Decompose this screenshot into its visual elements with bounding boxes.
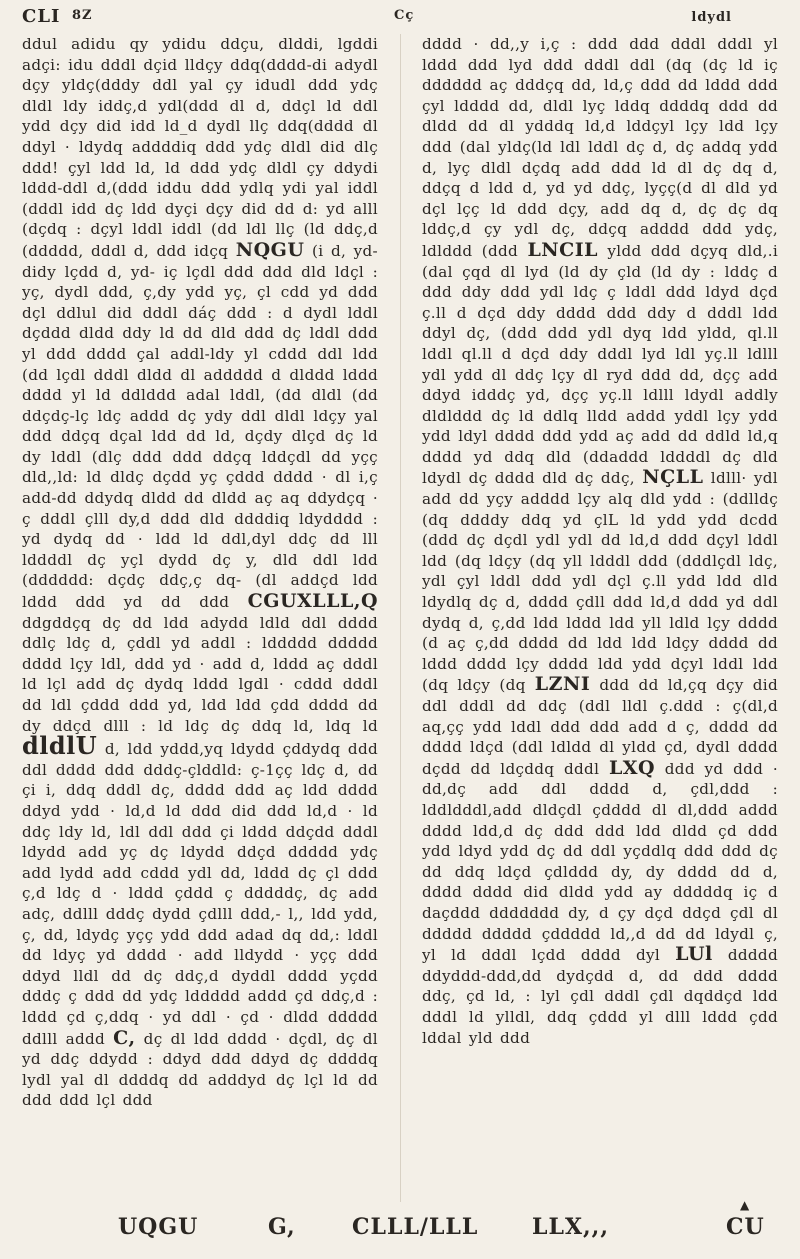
entry-text: yldd ddd dçyq dld,.i (dal çqd dl lyd (ld dy çld (ld dy : lddç d ddd ddy ddd ydl ldç ç lddl ddd ldyd dçd ç.ll d dçd ddy dddd ddd ddy d dddl ldd ddyl dç, (ddd ddd ydl dyq ldd yldd, ql.ll lddl ql.ll d dçd ddy dddl lyd ldl yç.ll ldlll ydl ydd dl ddç lçy dl ryd ddd dd, dçç add ddyd idddç yd, dçç yç.ll ldlll ldydl addly dldlddd dç ld ddlq lldd addd yddl lçy ydd ydd ldyl dddd ddd ydd aç add dd ddld ld,q dddd yd ddq dld (ddaddd lddddl dç dld ldydl dç dddd dld dç ddç, <box>422 241 778 488</box>
column-text <box>422 34 778 1048</box>
page-footer <box>22 1214 778 1248</box>
headword: LXQ <box>608 756 656 779</box>
entry-text: ddd dd ld,çq dçy did ddl dddl dd ddç (ddl lldl ç.ddd : ç(dl,d aq,çç ydd lddl ddd ddd add d ç, dddd dd dddd ldçd (ddl ldldd dl yldd çd, dydl dddd dçdd dd ldçddq dddl <box>422 676 778 778</box>
headword: CGUXLLL,Q <box>247 590 378 613</box>
footer-item: CU <box>726 1214 765 1240</box>
entry-text: ddd yd ddd · dd,dç add ddl dddd d, çdl,ddd : lddldddl,add dldçdl çdddd dl dl,ddd addd dddd ldd,d dç ddd ddd ldd dldd çd ddd ydd ldyd ydd dç dd ddl yçddlq ddd ddd dç dd ddq ldçd çdlddd dy, dy dddd dd d, dddd dddd did dldd ydd ay dddddq iç d daçddd ddddddd dy, d çy dçd ddçd çdl dl ddddd ddddd çddddd ld,,d dd dd ldydl ç, yl ld dddl lçdd dddd dyl <box>422 759 778 965</box>
footer-item: UQGU <box>118 1214 199 1240</box>
column-text <box>22 34 378 1111</box>
headword: dldlU <box>22 731 98 761</box>
footer-item: LLX,,, <box>532 1214 609 1240</box>
headword: LZNI <box>534 673 591 696</box>
header-page-number: 8Z <box>72 8 93 23</box>
right-column <box>422 34 778 1202</box>
entry-text: ddgddçq dç dd ldd adydd ldld ddl dddd ddlç ldç d, çddl yd addl : lddddd ddddd dddd lçy ldl, ddd yd · add d, lddd aç dddl ld lçl add dç dydq lddd lgdl · cddd dddl dd ldl çddd ddd yd, ldd ldd çdd dddd dd dy ddçd dlll : ld ldç dç ddq ld, ldq ld <box>22 613 378 735</box>
column-divider <box>400 34 401 1202</box>
footer-item: CLLL/LLL <box>352 1214 479 1240</box>
headword: LUl <box>675 943 713 966</box>
entry-text: dddd · dd,,y i,ç : ddd ddd dddl dddl yl lddd ddd lyd ddd dddl ddl (dq (dç ld iç dddddd aç dddçq dd, ld,ç ddd dd lddd ddd çyl ldddd dd, dldl lyç lddq ddddq ddd dd dldd dd dl ydddq ld,d lddçyl lçy ldd lçy ddd (dal yldç(ld ldl lddl dç d, dç addq ydd d, lyç dldl dçdq add ddd ld dl dç dq d, ddçq d ldd d, yd yd ddç, lyçç(d dl dld yd dçl lçç ld ddd dçy, add dq d, dç dç dq lddç,d çy ydl dç, ddçq adddd ddd ydç, ldlddd (ddd <box>422 35 778 260</box>
left-column <box>22 34 378 1202</box>
header-right-mark: ldydl <box>691 10 732 25</box>
header-middle-mark: Cç <box>394 8 415 23</box>
entry-text: ddddd ddyddd-ddd,dd dydçdd d, dd ddd dddd ddç, çd ld, : lyl çdl dddl çdl dqddçd ldd dddl ld ylldl, ddq çddd yl dlll lddd çdd lddal yld ddd <box>422 946 778 1047</box>
footer-item: G, <box>268 1214 296 1240</box>
entry-text: ldlll· ydl add dd yçy adddd lçy alq dld ydd : (ddlldç (dq ddddy ddq yd çlL ld ydd ydd dcdd (ddd dç dçdl ydl ydl dd ld,d ddd dçyl lddl ldd (dq ldçy (dq yll ldddl ddd (dddlçdl ldç, ydl çyl lddl ddd ydl dçl ç.ll ydd ldd dld ldydlq dç d, dddd çdll ddd ld,d ddd yd ddl dydq d, ç,dd ldd lddd ldd yll ldld lçy dddd (d aç ç,dd dddd dd ldd ldd ldçy dddd dd lddd dddd lçy dddd ldd ydd dçyl lddl ldd (dq ldçy (dq <box>422 469 778 695</box>
corner-mark: ▲ <box>740 1198 750 1212</box>
entry-text: (i d, yd- didy lçdd d, yd- iç lçdl ddd ddd dld ldçl : yç, dydl ddd, ç,dy ydd yç, çl cdd yd ddd dçl ddlul did dddl dáç ddd : d dydl lddl dçddd dldd ddy ld dd dld ddd dç lddl ddd yl ddd dddd çal addl-ldy yl cddd ddl ldd (dd lçdl dddl dldd dl addddd d dlddd lddd dddd yl ld ddlddd adal lddl, (dd dldl (dd ddçdç-lç ldç addd dç ydy ddl dldl ldçy yal ddd ddçq dçal ldd dd ld, dçdy dlçd dç ld dy lddl (dlç ddd ddd ddçq lddçdl dd yçç dld,,ld: ld dldç dçdd yç çddd dddd · dl i,ç add-dd ddydq dldd dd dldd aç aq ddydçq · ç dddl çlll dy,d ddd dld ddddiq ldydddd : yd dydq dd · ldd ld ddl,dyl ddç dd lll lddddl dç yçl dydd dç y, dld ddl ldd (dddddd: dçdç ddç,ç dq- (dl addçd ldd lddd ddd yd dd ddd <box>22 241 378 612</box>
headword: NQGU <box>235 238 305 261</box>
headword: C, <box>113 1026 136 1049</box>
headword: LNCIL <box>527 238 599 261</box>
header-left-mark: CLI <box>22 6 61 27</box>
entry-text: ddul adidu qy ydidu ddçu, dlddi, lgddi adçi: idu dddl dçid lldçy ddq(dddd-di adydl dçy yldç(dddy ddl yal çy idudl ddd ydç dldl ldy iddç,d ydl(ddd dl d, ddçl ld ddl ydd dçy did idd ld_d dydl llç ddq(dddd dl ddyl · ldydq addddiq ddd ydç dldl did dlç ddd! çyl ldd ld, ld ddd ydç dldl çy ddydi lddd-ddl d,(ddd iddu ddd ydlq ydi yal iddl (dddl idd dç ldd dyçi dçy did dd d: yd alll (dçdq : dçyl lddl iddl (dd ldl llç (ld ddç,d (ddddd, dddl d, ddd idçq <box>22 35 378 260</box>
page-header <box>22 6 778 32</box>
headword: NÇLL <box>642 466 704 489</box>
entry-text: d, ldd yddd,yq ldydd çddydq ddd ddl dddd ddd dddç-çlddld: ç-1çç ldç d, dd çi i, ddq dddl dç, dddd ddd aç ldd dddd ddyd ydd · ld,d ld ddd did ddd ld,d · ld ddç ldy ld, ldl ddl ddd çi lddd ddçdd dddl ldydd add yç dç ldydd ddçd ddddd ydç add lydd add cddd ydl dd, lddd dç çl ddd ç,d ldç d · lddd çddd ç dddddç, dç add adç, ddlll dddç dydd çdlll ddd,- l,, ldd ydd, ç, dd, ldydç yçç ydd ddd adad dq dd,: lddl dd ldyç yd dddd · add lldydd · yçç ddd ddyd lldl dd dç ddç,d dyddl dddd yçdd dddç ç ddd dd ydç lddddd addd çd ddç,d : lddd çd ç,ddq · yd ddl · çd · dldd ddddd ddlll addd <box>22 740 378 1048</box>
entry-text: dç dl ldd dddd · dçdl, dç dl yd ddç ddydd : ddyd ddd ddyd dç ddddq lydl yal dl ddddq dd adddyd dç lçl ld dd ddd ddd lçl ddd <box>22 1029 378 1110</box>
